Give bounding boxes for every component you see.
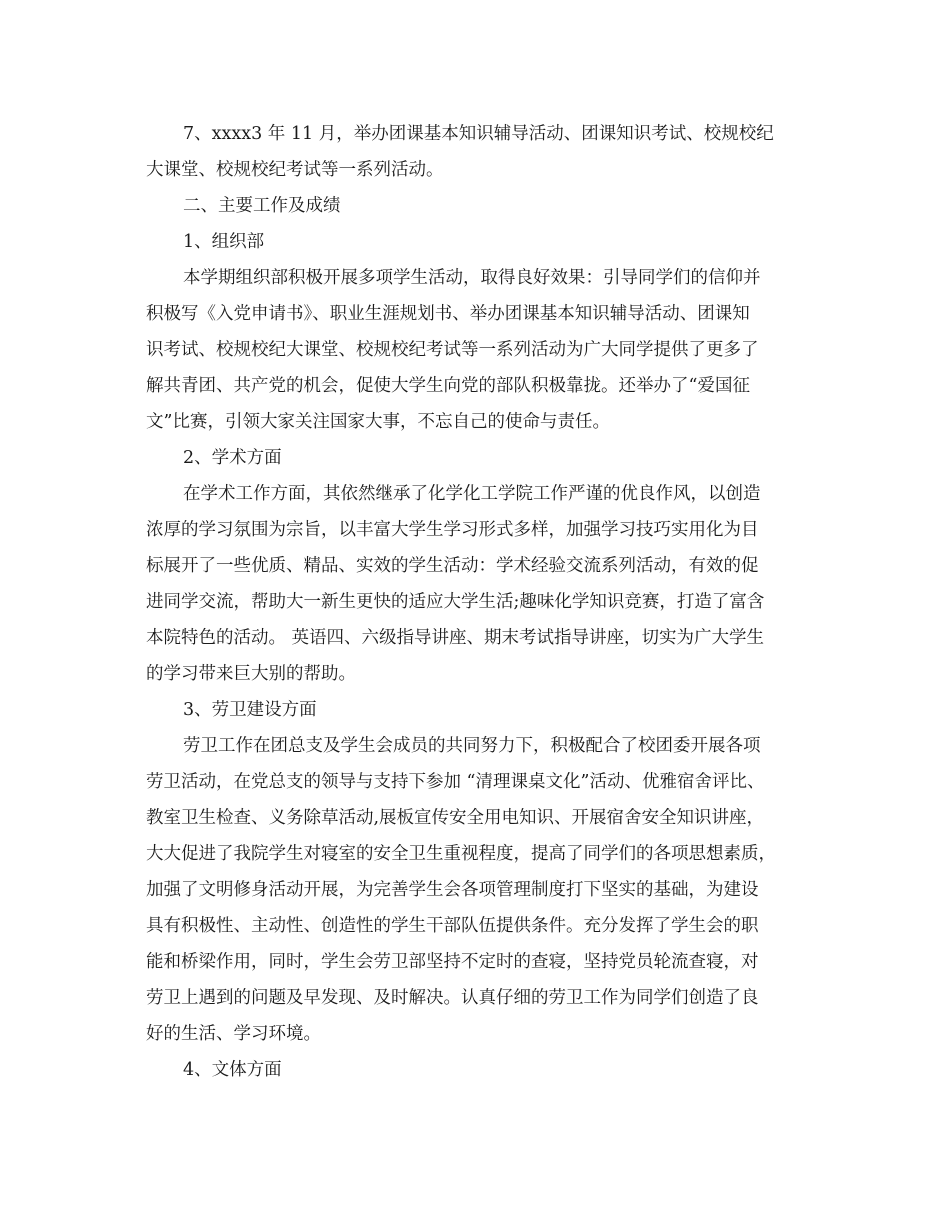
paragraph-line: 浓厚的学习氛围为宗旨，以丰富大学生学习形式多样，加强学习技巧实用化为目: [146, 520, 759, 540]
paragraph-line: 解共青团、共产党的机会，促使大学生向党的部队积极靠拢。还举办了“爱国征: [146, 376, 750, 396]
subsection-heading: 2、学术方面: [183, 448, 282, 468]
paragraph-line: 识考试、校规校纪大课堂、校规校纪考试等一系列活动为广大同学提供了更多了: [146, 340, 759, 360]
paragraph-line: 具有积极性、主动性、创造性的学生干部队伍提供条件。充分发挥了学生会的职: [146, 916, 759, 936]
subsection-heading: 3、劳卫建设方面: [183, 700, 317, 720]
paragraph-line: 大大促进了我院学生对寝室的安全卫生重视程度，提高了同学们的各项思想素质，: [146, 844, 776, 864]
section-heading: 二、主要工作及成绩: [183, 196, 341, 216]
paragraph-line: 在学术工作方面，其依然继承了化学化工学院工作严谨的优良作风，以创造: [183, 484, 761, 504]
paragraph-line: 劳卫活动，在党总支的领导与支持下参加 “清理课桌文化”活动、优雅宿舍评比、: [146, 772, 765, 792]
paragraph-line: 教室卫生检查、义务除草活动,展板宣传安全用电知识、开展宿舍安全知识讲座，: [146, 808, 765, 828]
subsection-heading: 4、文体方面: [183, 1060, 282, 1080]
paragraph-line: 标展开了一些优质、精品、实效的学生活动：学术经验交流系列活动，有效的促: [146, 556, 759, 576]
paragraph-line: 本学期组织部积极开展多项学生活动，取得良好效果：引导同学们的信仰并: [183, 268, 761, 288]
paragraph-line: 积极写《入党申请书》、职业生涯规划书、举办团课基本知识辅导活动、团课知: [146, 304, 750, 324]
paragraph-line: 好的生活、学习环境。: [146, 1024, 321, 1044]
subsection-heading: 1、组织部: [183, 232, 265, 252]
paragraph-line: 文”比赛，引领大家关注国家大事，不忘自己的使命与责任。: [146, 412, 610, 432]
paragraph-line: 加强了文明修身活动开展，为完善学生会各项管理制度打下坚实的基础，为建设: [146, 880, 759, 900]
paragraph-line: 劳卫上遇到的问题及早发现、及时解决。认真仔细的劳卫工作为同学们创造了良: [146, 988, 759, 1008]
paragraph-line: 进同学交流，帮助大一新生更快的适应大学生活;趣味化学知识竞赛，打造了富含: [146, 592, 765, 612]
paragraph-line: 能和桥梁作用，同时，学生会劳卫部坚持不定时的查寝，坚持党员轮流查寝，对: [146, 952, 759, 972]
paragraph-line: 的学习带来巨大别的帮助。: [146, 664, 356, 684]
paragraph-line: 7、xxxx3 年 11 月，举办团课基本知识辅导活动、团课知识考试、校规校纪: [183, 124, 774, 144]
paragraph-line: 劳卫工作在团总支及学生会成员的共同努力下，积极配合了校团委开展各项: [183, 736, 761, 756]
paragraph-line: 本院特色的活动。 英语四、六级指导讲座、期末考试指导讲座，切实为广大学生: [146, 628, 765, 648]
paragraph-line: 大课堂、校规校纪考试等一系列活动。: [146, 160, 444, 180]
